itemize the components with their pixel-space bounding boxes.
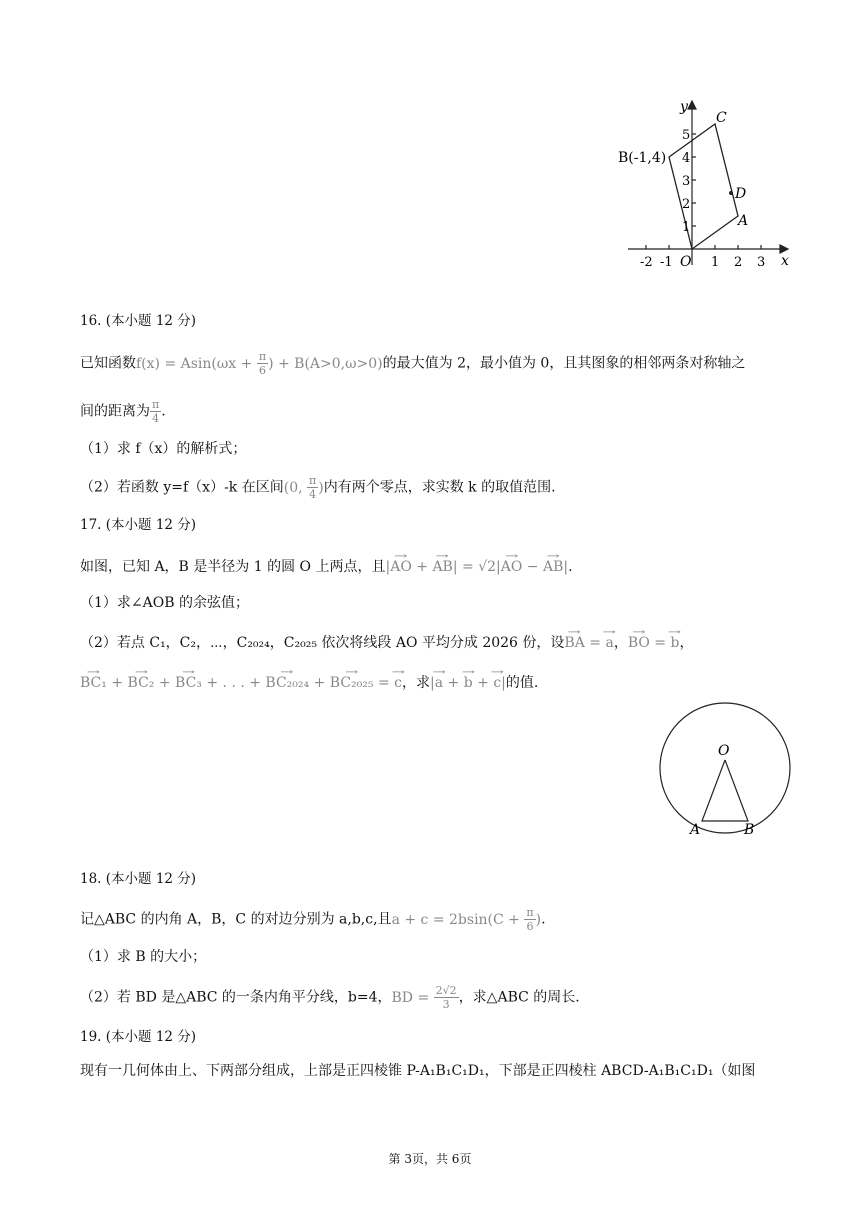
x-tick: -1 [660,255,673,270]
q17-stem: 如图，已知 A，B 是半径为 1 的圆 O 上两点，且|→ AO + → AB| = √2|→ AO − → AB|. [80,552,573,578]
q17-heading: 17. (本小题 12 分) [80,517,197,533]
point-c-label: C [716,110,727,126]
q18-part2: （2）若 BD 是△ABC 的一条内角平分线，b=4，BD = $\frac{2√2}{3}$ ，求△ABC 的周长. [80,984,580,1011]
q16-pi-over-4: $\frac{\pi}{4}$ [152,398,160,425]
circle-b-label: B [744,822,755,838]
origin-label: O [680,254,692,270]
q16-interval: (0, $\frac{\pi}{4}$ ) [283,474,324,501]
q17-part1: （1）求∠AOB 的余弦值； [80,595,249,611]
q18-bd-formula: BD = $\frac{2√2}{3}$ [391,984,457,1011]
coordinate-figure [600,95,800,275]
q17-vector-equation: |→ AO + → AB| = √2|→ AO − → AB| [385,559,568,575]
x-tick: 2 [734,255,743,270]
q18-heading: 18. (本小题 12 分) [80,871,197,887]
y-tick: 4 [682,151,691,166]
y-tick: 2 [682,197,691,212]
point-a-label: A [738,213,749,229]
y-axis-label: y [680,99,688,115]
point-d-label: D [735,186,747,202]
q18-stem: 记△ABC 的内角 A，B，C 的对边分别为 a,b,c,且a + c = 2bsin(C + $\frac{\pi}{6}$ ). [80,906,546,933]
q16-heading: 16. (本小题 12 分) [80,313,197,329]
q17-part2: （2）若点 C₁，C₂，⋯，C₂₀₂₄，C₂₀₂₅ 依次将线段 AO 平均分成 2026 份，设→ BA = → a，→ BO = → b， [80,628,693,654]
q16-formula: f(x) = Asin(ωx + $\frac{\pi}{6}$ ) + B(A>0,ω>0) [136,350,383,377]
q19-heading: 19. (本小题 12 分) [80,1029,197,1045]
y-tick: 3 [682,174,691,189]
x-tick: 3 [757,255,766,270]
q16-part1: （1）求 f（x）的解析式； [80,441,247,457]
y-tick: 5 [682,128,691,143]
q17-vector-sum: → BC₁ + → BC₂ + → BC₃ + . . . + → BC₂₀₂₄ + → BC₂₀₂₅ = → c [80,675,402,691]
point-b-label: B(-1,4) [618,150,667,166]
q18-part1: （1）求 B 的大小； [80,949,207,965]
q16-stem-pre: 已知函数 [80,355,136,372]
q16-stem-line2: 间的距离为 $\frac{\pi}{4}$ . [80,398,166,425]
q19-stem: 现有一几何体由上、下两部分组成，上部是正四棱锥 P-A₁B₁C₁D₁，下部是正四棱柱 ABCD-A₁B₁C₁D₁（如图 [80,1063,756,1079]
q16-stem-post: 的最大值为 2，最小值为 0，且其图象的相邻两条对称轴之 [382,355,746,372]
x-tick: -2 [640,255,653,270]
circle-a-label: A [690,822,701,838]
q16-part2: （2）若函数 y=f（x）-k 在区间(0, $\frac{\pi}{4}$ )内有两个零点，求实数 k 的取值范围. [80,474,556,501]
q17-part2-line2: → BC₁ + → BC₂ + → BC₃ + . . . + → BC₂₀₂₄ + → BC₂₀₂₅ = → c，求|→ a + → b + → c|的值. [80,668,538,694]
page-footer: 第 3页，共 6页 [388,1152,472,1166]
x-tick: 1 [711,255,720,270]
x-axis-label: x [781,253,789,269]
y-tick: 1 [682,220,691,235]
circle-figure [650,700,800,840]
q16-stem [80,350,745,377]
q18-formula: a + c = 2bsin(C + $\frac{\pi}{6}$ ) [391,906,542,933]
circle-o-label: O [718,743,730,759]
